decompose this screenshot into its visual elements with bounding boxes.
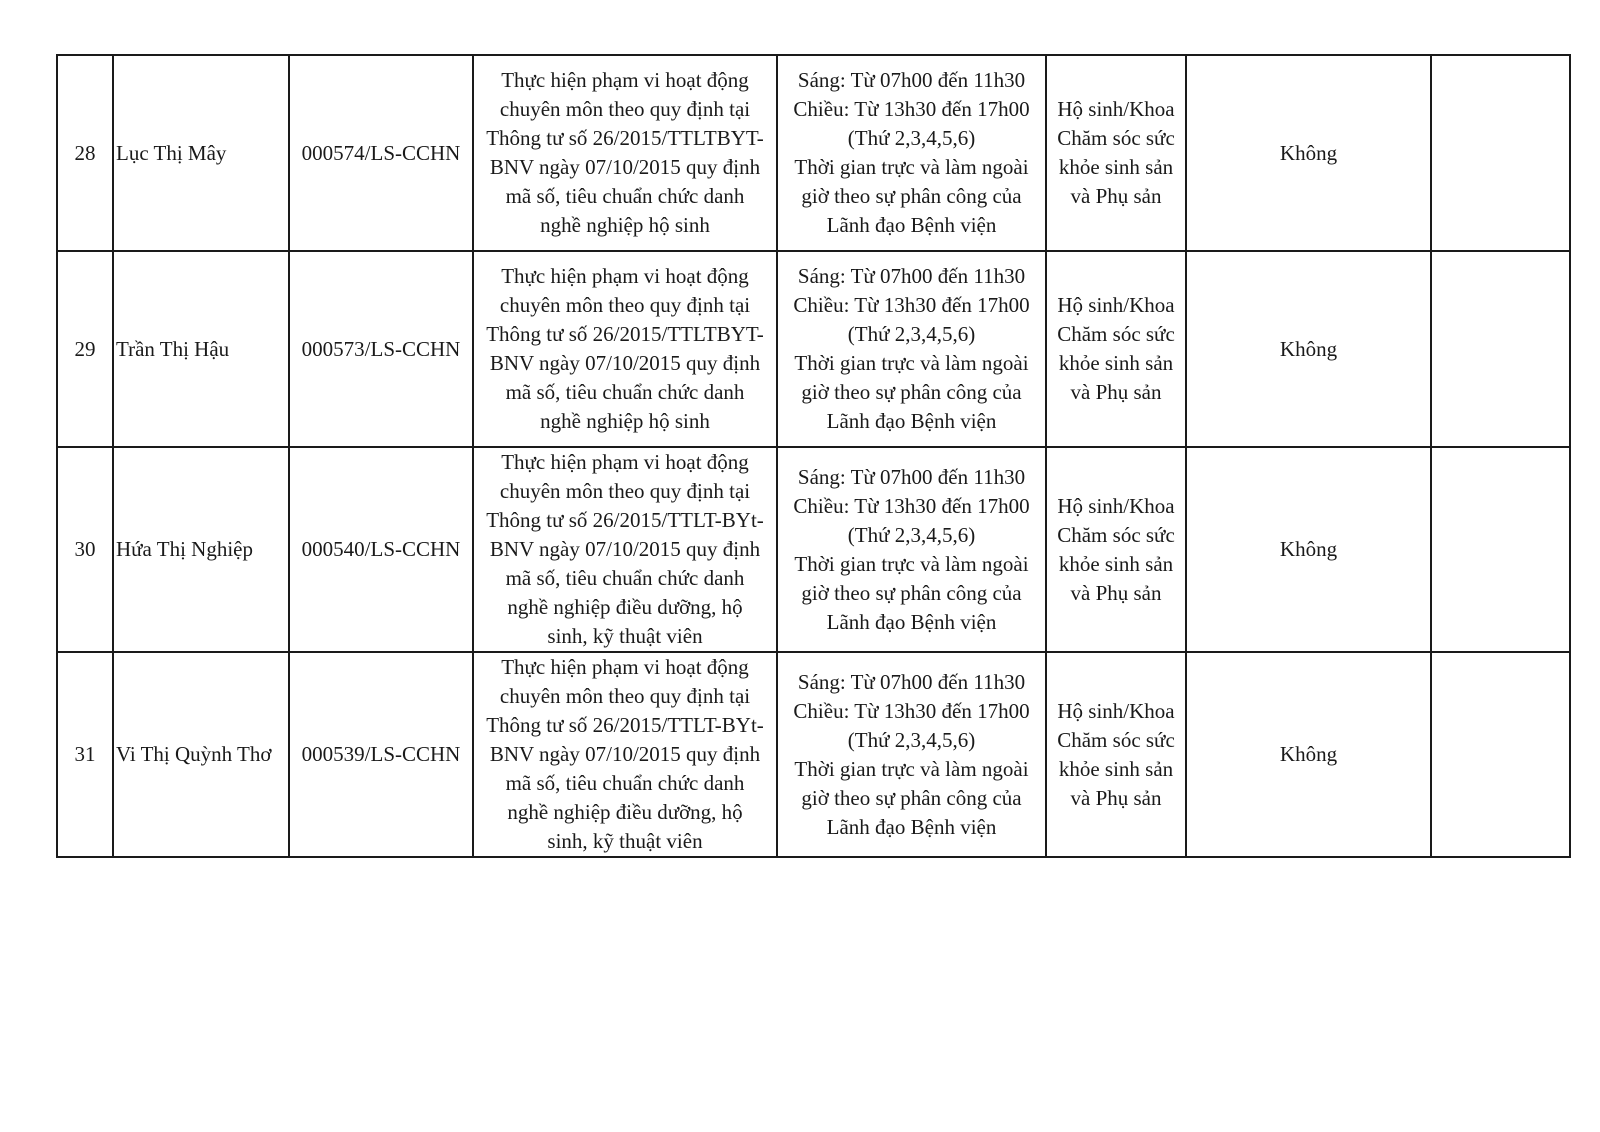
position-department [1046,652,1186,857]
time-line: Thời gian trực và làm ngoài [794,551,1029,576]
scope-line: Thông tư số 26/2015/TTLT-BYt- [486,713,764,737]
scope-line: nghề nghiệp điều dưỡng, hộ [507,800,743,824]
time-line: Lãnh đạo Bệnh viện [826,609,997,634]
time-line: Thời gian trực và làm ngoài [794,756,1029,781]
table-row [57,55,1570,251]
row-number: 30 [57,447,113,652]
scope-line: chuyên môn theo quy định tại [499,97,751,121]
certificate-number: 000573/LS-CCHN [289,251,473,447]
time-line: Chiều: Từ 13h30 đến 17h00 [793,293,1030,317]
scope-line: chuyên môn theo quy định tại [499,479,751,503]
time-line: (Thứ 2,3,4,5,6) [847,126,976,150]
scope-line: Thông tư số 26/2015/TTLT-BYt- [486,508,764,532]
dept-line: Chăm sóc sức [1057,727,1175,752]
scope-line: BNV ngày 07/10/2015 quy định [489,742,761,766]
table-row [57,251,1570,447]
scope-line: Thực hiện phạm vi hoạt động [501,450,749,474]
scope-line: nghề nghiệp điều dưỡng, hộ [507,595,743,619]
time-line: Sáng: Từ 07h00 đến 11h30 [797,68,1026,92]
dept-line: Hộ sinh/Khoa [1057,493,1175,518]
staff-table [56,54,1571,858]
dept-line: và Phụ sản [1070,380,1162,404]
empty-cell [1431,55,1570,251]
scope-line: BNV ngày 07/10/2015 quy định [489,351,761,375]
practice-scope [473,447,777,652]
time-line: giờ theo sự phân công của [801,184,1022,208]
time-line: Lãnh đạo Bệnh viện [826,213,997,237]
time-line: Sáng: Từ 07h00 đến 11h30 [797,669,1026,694]
scope-line: BNV ngày 07/10/2015 quy định [489,155,761,179]
time-line: Thời gian trực và làm ngoài [794,351,1029,375]
dept-line: khỏe sinh sản [1058,351,1174,375]
certificate-number: 000574/LS-CCHN [289,55,473,251]
scope-line: chuyên môn theo quy định tại [499,293,751,317]
scope-line: mã số, tiêu chuẩn chức danh [505,380,745,404]
scope-line: mã số, tiêu chuẩn chức danh [505,566,745,590]
scope-line: sinh, kỹ thuật viên [547,829,703,853]
practice-scope [473,652,777,857]
working-time [777,447,1046,652]
scope-line: Thực hiện phạm vi hoạt động [501,264,749,288]
scope-line: Thực hiện phạm vi hoạt động [501,68,749,92]
practice-scope [473,251,777,447]
time-line: giờ theo sự phân công của [801,785,1022,810]
row-number: 28 [57,55,113,251]
time-line: (Thứ 2,3,4,5,6) [847,727,976,752]
working-time [777,251,1046,447]
dept-line: Chăm sóc sức [1057,126,1175,150]
note-cell: Không [1186,251,1431,447]
dept-line: khỏe sinh sản [1058,551,1174,576]
staff-name: Hứa Thị Nghiệp [113,447,289,652]
scope-line: BNV ngày 07/10/2015 quy định [489,537,761,561]
certificate-number: 000539/LS-CCHN [289,652,473,857]
dept-line: và Phụ sản [1070,184,1162,208]
staff-name: Lục Thị Mây [113,55,289,251]
dept-line: khỏe sinh sản [1058,756,1174,781]
working-time [777,55,1046,251]
empty-cell [1431,652,1570,857]
time-line: Chiều: Từ 13h30 đến 17h00 [793,698,1030,723]
time-line: Chiều: Từ 13h30 đến 17h00 [793,493,1030,518]
scope-line: nghề nghiệp hộ sinh [540,213,710,237]
dept-line: Chăm sóc sức [1057,522,1175,547]
time-line: giờ theo sự phân công của [801,580,1022,605]
table-row [57,652,1570,857]
dept-line: Hộ sinh/Khoa [1057,293,1175,317]
scope-line: Thông tư số 26/2015/TTLTBYT- [486,126,764,150]
position-department [1046,251,1186,447]
dept-line: Chăm sóc sức [1057,322,1175,346]
note-cell: Không [1186,652,1431,857]
dept-line: và Phụ sản [1070,785,1162,810]
time-line: Thời gian trực và làm ngoài [794,155,1029,179]
note-cell: Không [1186,447,1431,652]
dept-line: khỏe sinh sản [1058,155,1174,179]
scope-line: mã số, tiêu chuẩn chức danh [505,771,745,795]
empty-cell [1431,251,1570,447]
row-number: 31 [57,652,113,857]
time-line: Lãnh đạo Bệnh viện [826,814,997,839]
table-row [57,447,1570,652]
time-line: Lãnh đạo Bệnh viện [826,409,997,433]
scope-line: Thực hiện phạm vi hoạt động [501,655,749,679]
time-line: (Thứ 2,3,4,5,6) [847,322,976,346]
position-department [1046,447,1186,652]
scope-line: sinh, kỹ thuật viên [547,624,703,648]
working-time [777,652,1046,857]
row-number: 29 [57,251,113,447]
scope-line: mã số, tiêu chuẩn chức danh [505,184,745,208]
time-line: Sáng: Từ 07h00 đến 11h30 [797,264,1026,288]
scope-line: nghề nghiệp hộ sinh [540,409,710,433]
staff-name: Vi Thị Quỳnh Thơ [113,652,289,857]
scope-line: chuyên môn theo quy định tại [499,684,751,708]
time-line: (Thứ 2,3,4,5,6) [847,522,976,547]
empty-cell [1431,447,1570,652]
dept-line: Hộ sinh/Khoa [1057,97,1175,121]
time-line: Sáng: Từ 07h00 đến 11h30 [797,464,1026,489]
note-cell: Không [1186,55,1431,251]
scope-line: Thông tư số 26/2015/TTLTBYT- [486,322,764,346]
staff-name: Trần Thị Hậu [113,251,289,447]
practice-scope [473,55,777,251]
dept-line: Hộ sinh/Khoa [1057,698,1175,723]
time-line: giờ theo sự phân công của [801,380,1022,404]
dept-line: và Phụ sản [1070,580,1162,605]
certificate-number: 000540/LS-CCHN [289,447,473,652]
position-department [1046,55,1186,251]
time-line: Chiều: Từ 13h30 đến 17h00 [793,97,1030,121]
